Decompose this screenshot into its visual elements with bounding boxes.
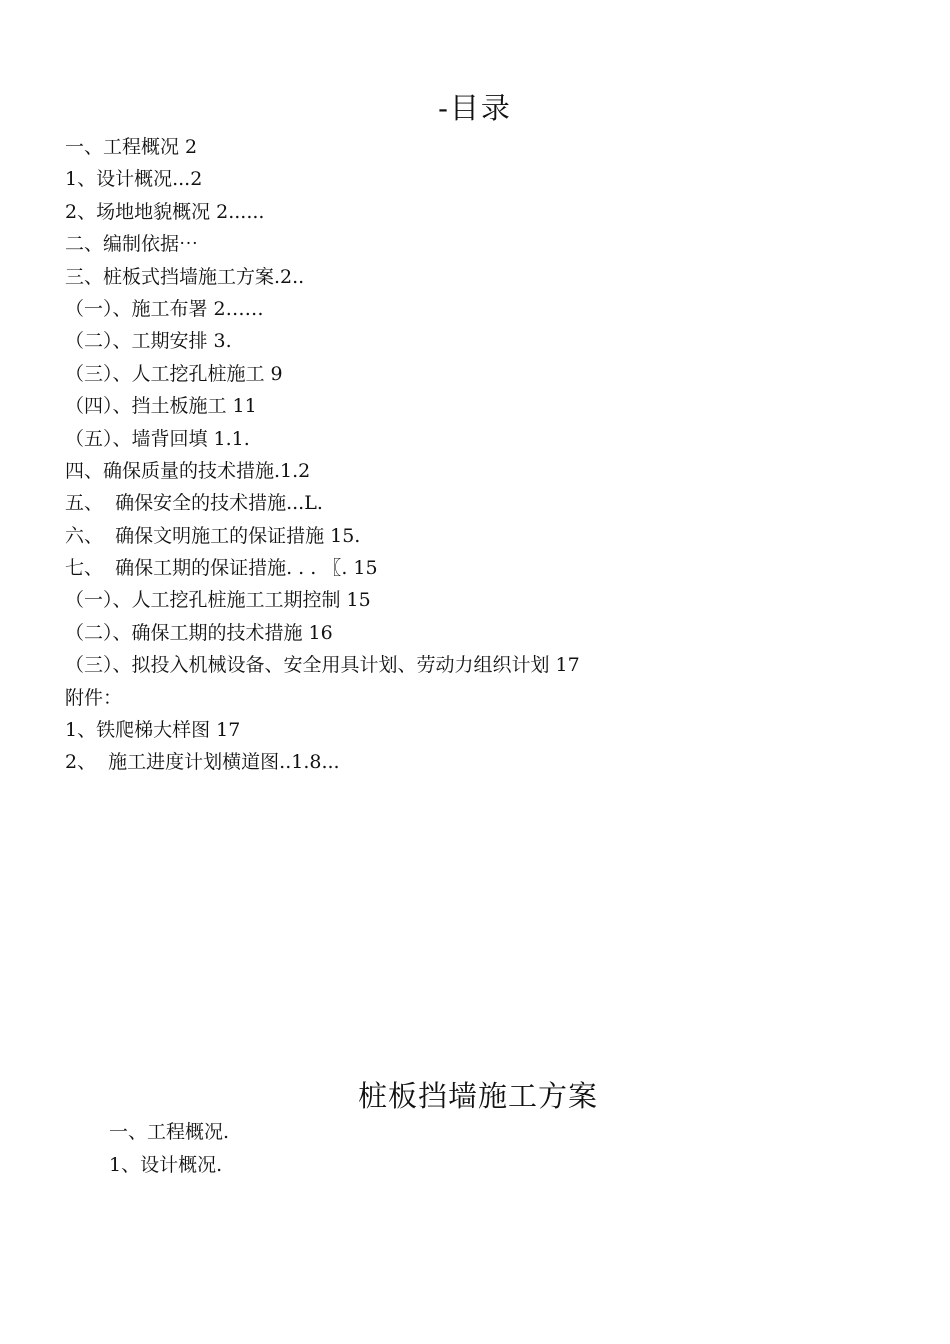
toc-entry[interactable]: 一、工程概况 2 <box>65 136 198 158</box>
toc-list <box>65 131 905 779</box>
toc-entry[interactable]: 1、铁爬梯大样图 17 <box>65 719 241 742</box>
toc-entry[interactable]: 2、 施工进度计划横道图..1.8... <box>65 751 340 774</box>
toc-entry[interactable]: （二）、确保工期的技术措施 16 <box>65 621 333 644</box>
toc-entry[interactable]: 二、编制依据⋯ <box>65 233 199 256</box>
toc-entry[interactable]: （五）、墙背回填 1.1. <box>65 427 250 450</box>
toc-entry[interactable]: 六、 确保文明施工的保证措施 15. <box>65 524 361 547</box>
toc-entry[interactable]: 三、桩板式挡墙施工方案.2.. <box>65 265 305 288</box>
toc-entry[interactable]: 七、 确保工期的保证措施. . . 〖. 15 <box>65 557 378 580</box>
toc-entry[interactable]: 五、 确保安全的技术措施...L. <box>65 492 323 515</box>
toc-entry[interactable]: （三）、人工挖孔桩施工 9 <box>65 362 283 385</box>
toc-entry[interactable]: （一）、人工挖孔桩施工工期控制 15 <box>65 589 371 612</box>
toc-entry[interactable]: 1、设计概况...2 <box>65 168 203 191</box>
section-heading: 一、工程概况. <box>109 1121 230 1143</box>
toc-entry[interactable]: （四）、挡土板施工 11 <box>65 395 257 418</box>
toc-entry[interactable]: （三）、拟投入机械设备、安全用具计划、劳动力组织计划 17 <box>65 654 580 677</box>
toc-entry[interactable]: 2、场地地貌概况 2...... <box>65 200 265 223</box>
toc-entry: 附件： <box>65 686 123 709</box>
subsection-heading: 1、设计概况. <box>109 1154 223 1176</box>
toc-entry[interactable]: （一）、施工布署 2…… <box>65 297 264 320</box>
toc-title: -目录 <box>438 91 512 125</box>
toc-entry[interactable]: （二）、工期安排 3. <box>65 330 232 353</box>
document-title: 桩板挡墙施工方案 <box>357 1079 598 1113</box>
toc-entry[interactable]: 四、确保质量的技术措施.1.2 <box>65 459 311 482</box>
